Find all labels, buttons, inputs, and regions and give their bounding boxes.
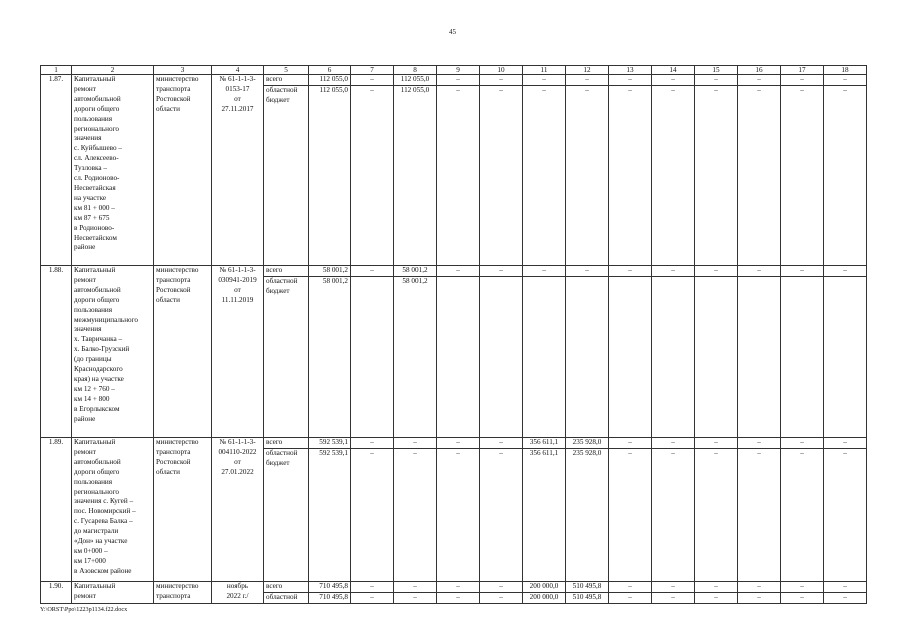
amount-cell: – — [738, 593, 781, 604]
amount-cell: – — [652, 438, 695, 449]
column-number-14: 14 — [652, 66, 695, 75]
amount-cell — [738, 277, 781, 438]
object-name-line: Капитальный — [74, 75, 116, 83]
amount-cell: – — [566, 86, 609, 266]
object-name-line: регионального — [74, 487, 119, 496]
funding-source — [264, 75, 309, 86]
item-number: 1.87. — [41, 75, 72, 266]
amount-cell: – — [738, 438, 781, 449]
amount-cell: – — [824, 75, 867, 86]
amount-cell: – — [781, 582, 824, 593]
document-table — [40, 65, 867, 604]
amount-cell: – — [781, 266, 824, 277]
responsible-body-line: транспорта — [156, 591, 191, 600]
amount-cell: – — [351, 593, 394, 604]
object-name-line: в Егорлыкском — [74, 404, 120, 413]
object-name-line: км 17+000 — [74, 556, 106, 565]
amount-cell: 112 055,0 — [309, 75, 351, 86]
expertise-doc-line: 27.01.2022 — [221, 467, 254, 476]
amount-cell: – — [437, 266, 480, 277]
column-number-10: 10 — [480, 66, 523, 75]
amount-cell: – — [351, 438, 394, 449]
column-number-6: 6 — [309, 66, 351, 75]
amount-cell: – — [437, 593, 480, 604]
expertise-doc-line: от — [234, 285, 241, 294]
amount-cell: – — [652, 449, 695, 582]
amount-cell: – — [351, 266, 394, 277]
expertise-doc-line: 27.11.2017 — [221, 104, 254, 113]
object-name-line: автомобильной — [74, 94, 121, 103]
object-name-line: х. Тавричанка – — [74, 335, 123, 344]
amount-cell: – — [824, 593, 867, 604]
amount-cell: – — [824, 266, 867, 277]
amount-cell — [609, 277, 652, 438]
funding-source-line: всего — [266, 438, 283, 446]
object-name-line: ремонт — [74, 275, 96, 284]
amount-cell: 58 001,2 — [394, 266, 437, 277]
responsible-body — [154, 582, 212, 604]
column-number-1: 1 — [41, 66, 72, 75]
page-number: 45 — [449, 28, 456, 36]
object-name-line: с. Куйбышево – — [74, 144, 123, 153]
amount-cell — [351, 277, 394, 438]
column-number-7: 7 — [351, 66, 394, 75]
amount-cell: – — [652, 266, 695, 277]
amount-cell: – — [351, 449, 394, 582]
amount-cell — [437, 277, 480, 438]
responsible-body-line: министерство — [156, 438, 199, 446]
object-name-line: ремонт — [74, 591, 96, 600]
funding-source-line: бюджет — [266, 286, 290, 295]
funding-source — [264, 277, 309, 438]
amount-cell: – — [695, 75, 738, 86]
expertise-doc-line: 11.11.2019 — [221, 295, 254, 304]
amount-cell: 200 000,0 — [523, 582, 566, 593]
object-name-line: км 14 + 800 — [74, 394, 110, 403]
funding-source-line: всего — [266, 75, 283, 83]
table-row — [41, 75, 867, 86]
column-number-row — [41, 66, 867, 75]
amount-cell: – — [695, 266, 738, 277]
amount-cell — [781, 277, 824, 438]
amount-cell: – — [695, 449, 738, 582]
amount-cell: 112 055,0 — [394, 75, 437, 86]
object-name-line: межмуниципального — [74, 315, 138, 324]
object-name-line: значения — [74, 325, 102, 334]
object-name-line: автомобильной — [74, 457, 121, 466]
amount-cell: – — [437, 75, 480, 86]
amount-cell: 200 000,0 — [523, 593, 566, 604]
amount-cell: – — [695, 86, 738, 266]
amount-cell: – — [351, 582, 394, 593]
amount-cell: – — [609, 75, 652, 86]
expertise-doc-line: ноябрь — [226, 582, 249, 590]
object-name-line: пос. Новомирский – — [74, 507, 136, 516]
amount-cell — [652, 277, 695, 438]
column-number-5: 5 — [264, 66, 309, 75]
table-row — [41, 438, 867, 449]
amount-cell: – — [609, 438, 652, 449]
amount-cell: – — [738, 86, 781, 266]
responsible-body-line: области — [156, 467, 181, 476]
funding-source-line: всего — [266, 266, 283, 274]
amount-cell: – — [738, 266, 781, 277]
amount-cell: – — [480, 449, 523, 582]
funding-source-line: бюджет — [266, 458, 290, 467]
funding-source-line: всего — [266, 582, 283, 590]
column-number-18: 18 — [824, 66, 867, 75]
funding-source-line: областной — [266, 593, 298, 601]
funding-source-line: областной — [266, 86, 298, 94]
amount-cell: – — [652, 86, 695, 266]
amount-cell: – — [480, 86, 523, 266]
amount-cell: – — [652, 75, 695, 86]
amount-cell: – — [351, 86, 394, 266]
object-name-line: Капитальный — [74, 266, 116, 274]
amount-cell: – — [738, 582, 781, 593]
column-number-16: 16 — [738, 66, 781, 75]
amount-cell — [566, 277, 609, 438]
amount-cell: – — [695, 582, 738, 593]
column-number-17: 17 — [781, 66, 824, 75]
amount-cell: – — [566, 266, 609, 277]
object-name-line: пользования — [74, 477, 113, 486]
amount-cell: 710 495,8 — [309, 593, 351, 604]
object-name-line: районе — [74, 243, 96, 252]
object-name-line: значения — [74, 134, 102, 143]
expertise-doc-line: 0153-17 — [225, 84, 250, 93]
expertise-doc-line: 2022 г./ — [226, 591, 249, 600]
object-name-line: Капитальный — [74, 582, 116, 590]
responsible-body — [154, 266, 212, 438]
expertise-doc-line: № 61-1-1-3- — [219, 266, 256, 274]
object-name-line: сл. Родионово- — [74, 174, 120, 183]
object-name-line: пользования — [74, 114, 113, 123]
funding-source — [264, 582, 309, 593]
expertise-doc-line: № 61-1-1-3- — [219, 438, 256, 446]
funding-source — [264, 593, 309, 604]
column-number-9: 9 — [437, 66, 480, 75]
column-number-12: 12 — [566, 66, 609, 75]
responsible-body-line: министерство — [156, 582, 199, 590]
object-name-line: х. Балко-Грузский — [74, 345, 130, 354]
funding-source — [264, 86, 309, 266]
responsible-body — [154, 438, 212, 582]
object-name-line: значения с. Кугей – — [74, 497, 134, 506]
amount-cell: 112 055,0 — [309, 86, 351, 266]
column-number-2: 2 — [72, 66, 154, 75]
object-name-line: дороги общего — [74, 295, 120, 304]
amount-cell: 58 001,2 — [309, 266, 351, 277]
amount-cell: – — [609, 593, 652, 604]
amount-cell: 356 611,1 — [523, 449, 566, 582]
object-name-line: Тузловка – — [74, 164, 108, 173]
amount-cell: – — [394, 438, 437, 449]
object-name-line: районе — [74, 414, 96, 423]
object-name-line: км 87 + 675 — [74, 213, 110, 222]
object-name — [72, 266, 154, 438]
amount-cell: – — [523, 75, 566, 86]
amount-cell: 510 495,8 — [566, 582, 609, 593]
object-name-line: в Родионово- — [74, 223, 115, 232]
amount-cell: – — [824, 582, 867, 593]
amount-cell: – — [437, 449, 480, 582]
amount-cell: – — [480, 593, 523, 604]
amount-cell: – — [609, 449, 652, 582]
amount-cell: – — [781, 86, 824, 266]
amount-cell: – — [480, 266, 523, 277]
column-number-3: 3 — [154, 66, 212, 75]
table-row — [41, 582, 867, 593]
column-number-13: 13 — [609, 66, 652, 75]
amount-cell: 510 495,8 — [566, 593, 609, 604]
expertise-doc — [212, 582, 264, 604]
amount-cell: 58 001,2 — [309, 277, 351, 438]
amount-cell: – — [609, 582, 652, 593]
funding-source — [264, 449, 309, 582]
amount-cell: 112 055,0 — [394, 86, 437, 266]
amount-cell: – — [480, 438, 523, 449]
amount-cell: – — [695, 438, 738, 449]
amount-cell: – — [781, 593, 824, 604]
amount-cell: – — [781, 449, 824, 582]
object-name-line: Краснодарского — [74, 365, 123, 374]
expertise-doc-line: от — [234, 457, 241, 466]
amount-cell: – — [523, 86, 566, 266]
amount-cell: – — [824, 449, 867, 582]
object-name — [72, 582, 154, 604]
object-name-line: дороги общего — [74, 104, 120, 113]
amount-cell: – — [652, 582, 695, 593]
object-name-line: Несветайском — [74, 233, 117, 242]
amount-cell: – — [652, 593, 695, 604]
expertise-doc — [212, 266, 264, 438]
amount-cell: – — [523, 266, 566, 277]
object-name-line: «Дон» на участке — [74, 537, 128, 546]
amount-cell: – — [738, 75, 781, 86]
expertise-doc-line: № 61-1-1-3- — [219, 75, 256, 83]
funding-source — [264, 266, 309, 277]
object-name-line: с. Гусарева Балка – — [74, 517, 133, 526]
responsible-body-line: министерство — [156, 75, 199, 83]
funding-source-line: областной — [266, 277, 298, 285]
amount-cell: – — [394, 593, 437, 604]
funding-source-line: областной — [266, 449, 298, 457]
amount-cell: – — [781, 438, 824, 449]
amount-cell: – — [437, 582, 480, 593]
item-number: 1.89. — [41, 438, 72, 582]
amount-cell: – — [824, 86, 867, 266]
responsible-body-line: области — [156, 104, 181, 113]
amount-cell: 592 539,1 — [309, 438, 351, 449]
amount-cell: – — [824, 438, 867, 449]
item-number: 1.90. — [41, 582, 72, 604]
responsible-body — [154, 75, 212, 266]
amount-cell: – — [738, 449, 781, 582]
object-name-line: Несветайская — [74, 183, 116, 192]
funding-source — [264, 438, 309, 449]
expertise-doc — [212, 75, 264, 266]
object-name-line: регионального — [74, 124, 119, 133]
column-number-4: 4 — [212, 66, 264, 75]
responsible-body-line: Ростовской — [156, 94, 191, 103]
amount-cell: – — [437, 86, 480, 266]
object-name-line: в Азовском районе — [74, 566, 132, 575]
object-name-line: ремонт — [74, 447, 96, 456]
expertise-doc-line: 004110-2022 — [218, 447, 257, 456]
object-name-line: км 12 + 760 – — [74, 384, 115, 393]
amount-cell: – — [695, 593, 738, 604]
item-number: 1.88. — [41, 266, 72, 438]
column-number-8: 8 — [394, 66, 437, 75]
responsible-body-line: министерство — [156, 266, 199, 274]
responsible-body-line: области — [156, 295, 181, 304]
object-name — [72, 438, 154, 582]
amount-cell: – — [609, 266, 652, 277]
object-name-line: Капитальный — [74, 438, 116, 446]
amount-cell: – — [566, 75, 609, 86]
object-name-line: на участке — [74, 193, 107, 202]
amount-cell: – — [609, 86, 652, 266]
expertise-doc-line: 030941-2019 — [218, 275, 257, 284]
expertise-doc-line: от — [234, 94, 241, 103]
responsible-body-line: Ростовской — [156, 285, 191, 294]
expertise-doc — [212, 438, 264, 582]
amount-cell — [695, 277, 738, 438]
responsible-body-line: Ростовской — [156, 457, 191, 466]
funding-source-line: бюджет — [266, 95, 290, 104]
amount-cell: 592 539,1 — [309, 449, 351, 582]
object-name-line: до магистрали — [74, 527, 119, 536]
amount-cell — [523, 277, 566, 438]
amount-cell — [824, 277, 867, 438]
amount-cell: 356 611,1 — [523, 438, 566, 449]
object-name-line: пользования — [74, 305, 113, 314]
responsible-body-line: транспорта — [156, 275, 191, 284]
object-name-line: сл. Алексеево- — [74, 154, 119, 163]
file-path-footer: Y:\ORST\Ppo\1223p1134.f22.docx — [40, 606, 128, 613]
amount-cell: – — [394, 582, 437, 593]
amount-cell: 235 928,0 — [566, 438, 609, 449]
column-number-11: 11 — [523, 66, 566, 75]
object-name-line: дороги общего — [74, 467, 120, 476]
column-number-15: 15 — [695, 66, 738, 75]
amount-cell: – — [781, 75, 824, 86]
amount-cell: 710 495,8 — [309, 582, 351, 593]
responsible-body-line: транспорта — [156, 84, 191, 93]
amount-cell: 235 928,0 — [566, 449, 609, 582]
table-row — [41, 266, 867, 277]
object-name-line: (до границы — [74, 355, 112, 364]
object-name-line: ремонт — [74, 84, 96, 93]
amount-cell: – — [437, 438, 480, 449]
object-name-line: км 81 + 000 – — [74, 203, 115, 212]
object-name-line: автомобильной — [74, 285, 121, 294]
amount-cell: – — [351, 75, 394, 86]
amount-cell: – — [394, 449, 437, 582]
amount-cell: 58 001,2 — [394, 277, 437, 438]
amount-cell — [480, 277, 523, 438]
amount-cell: – — [480, 75, 523, 86]
object-name-line: км 0+000 – — [74, 546, 108, 555]
object-name-line: края) на участке — [74, 374, 124, 383]
responsible-body-line: транспорта — [156, 447, 191, 456]
object-name — [72, 75, 154, 266]
amount-cell: – — [480, 582, 523, 593]
